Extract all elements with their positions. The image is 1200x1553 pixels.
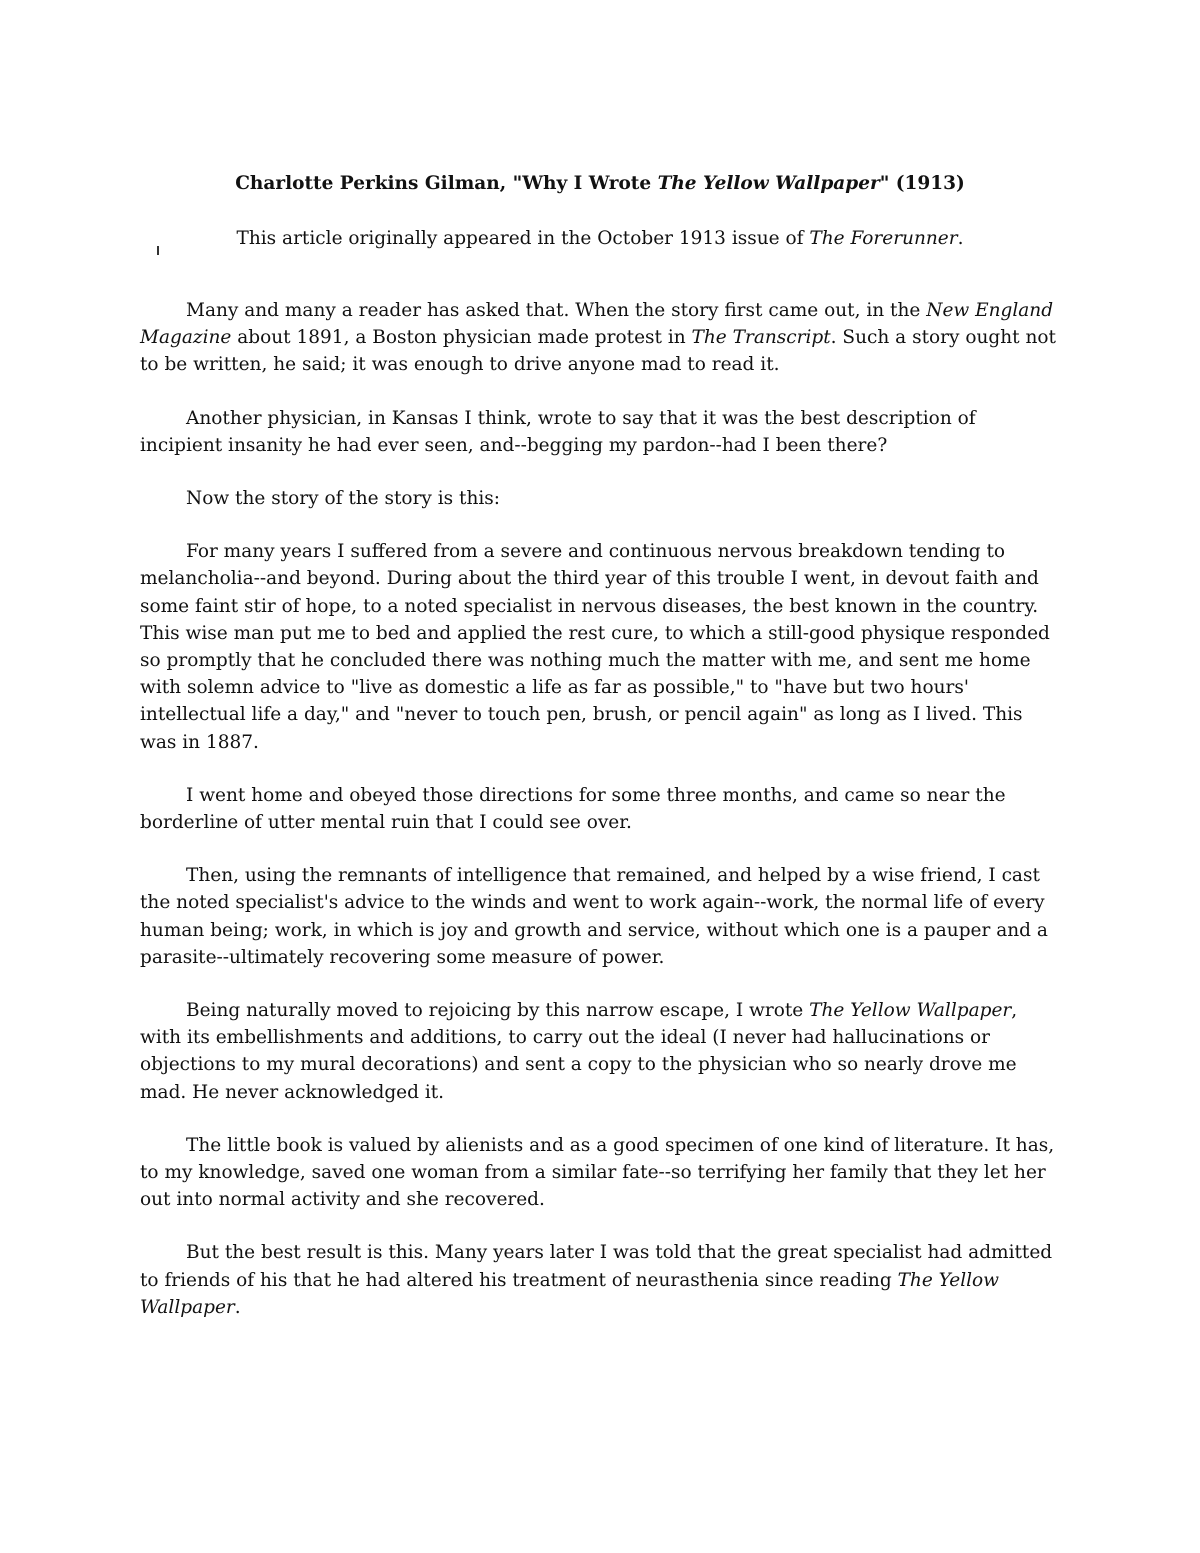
paragraph-text: Being naturally moved to rejoicing by this narrow escape, I wrote <box>186 1000 810 1022</box>
title-segment-italic: The Yellow Wallpaper <box>657 173 880 194</box>
body-paragraph <box>140 538 1060 756</box>
body-paragraph <box>140 862 1060 971</box>
body-paragraph <box>140 297 1060 379</box>
body-paragraph <box>140 405 1060 459</box>
document-subtitle <box>0 225 1200 253</box>
title-segment: Charlotte Perkins Gilman, "Why I Wrote <box>235 173 658 194</box>
paragraph-text: The little book is valued by alienists and as a good specimen of one kind of literature. It has, to my knowledge, saved one woman from a similar fate--so terrifying her family that they let her out into normal activity and she recovered. <box>140 1134 1055 1211</box>
paragraph-text: , with its embellishments and additions, to carry out the ideal (I never had hallucinations or objections to my mural decorations) and sent a copy to the physician who so nearly drove me mad. He never acknowledged it. <box>140 1000 1018 1103</box>
subtitle-segment: This article originally appeared in the October 1913 issue of <box>236 228 810 249</box>
italic-title-reference: The Yellow Wallpaper <box>140 1269 1000 1318</box>
paragraph-text: Now the story of the story is this: <box>186 488 501 510</box>
paragraph-text: For many years I suffered from a severe and continuous nervous breakdown tending to melancholia--and beyond. During about the third year of this trouble I went, in devout faith and some faint stir of hope, to a noted specialist in nervous diseases, the best known in the country. This wise man put me to bed and applied the rest cure, to which a still-good physique responded so promptly that he concluded there was nothing much the matter with me, and sent me home with solemn advice to "live as domestic a life as far as possible," to "have but two hours' intellectual life a day," and "never to touch pen, brush, or pencil again" as long as I lived. This was in 1887. <box>140 541 1050 753</box>
title-segment: " (1913) <box>879 173 965 194</box>
italic-title-reference: New England Magazine <box>140 300 1054 349</box>
paragraph-text: I went home and obeyed those directions for some three months, and came so near the borderline of utter mental ruin that I could see over. <box>140 784 1006 834</box>
subtitle-segment-italic: The Forerunner <box>809 228 958 249</box>
paragraph-text: Many and many a reader has asked that. When the story first came out, in the <box>186 300 927 321</box>
body-paragraph <box>140 485 1060 512</box>
paragraph-text: But the best result is this. Many years later I was told that the great specialist had admitted to friends of his that he had altered his treatment of neurasthenia since reading <box>140 1242 1053 1291</box>
paragraph-text: Then, using the remnants of intelligence that remained, and helped by a wise friend, I cast the noted specialist's advice to the winds and went to work again--work, the normal life of every human being; work, in which is joy and growth and service, without which one is a pauper and a parasite--ultimately recovering some measure of power. <box>140 865 1048 968</box>
subtitle-segment: . <box>957 228 964 249</box>
body-paragraph <box>140 1239 1060 1321</box>
paragraph-text: about 1891, a Boston physician made protest in <box>231 327 692 349</box>
document-body <box>140 297 1060 1347</box>
body-paragraph <box>140 997 1060 1106</box>
italic-title-reference: The Yellow Wallpaper <box>809 1000 1012 1022</box>
paragraph-text: . <box>234 1296 241 1318</box>
body-paragraph <box>140 782 1060 836</box>
italic-title-reference: The Transcript <box>691 327 831 349</box>
paragraph-text: Another physician, in Kansas I think, wrote to say that it was the best description of incipient insanity he had ever seen, and--begging my pardon--had I been there? <box>140 407 976 456</box>
body-paragraph <box>140 1132 1060 1214</box>
document-title <box>0 170 1200 198</box>
paragraph-text: . Such a story ought not to be written, he said; it was enough to drive anyone mad to read it. <box>140 327 1056 376</box>
